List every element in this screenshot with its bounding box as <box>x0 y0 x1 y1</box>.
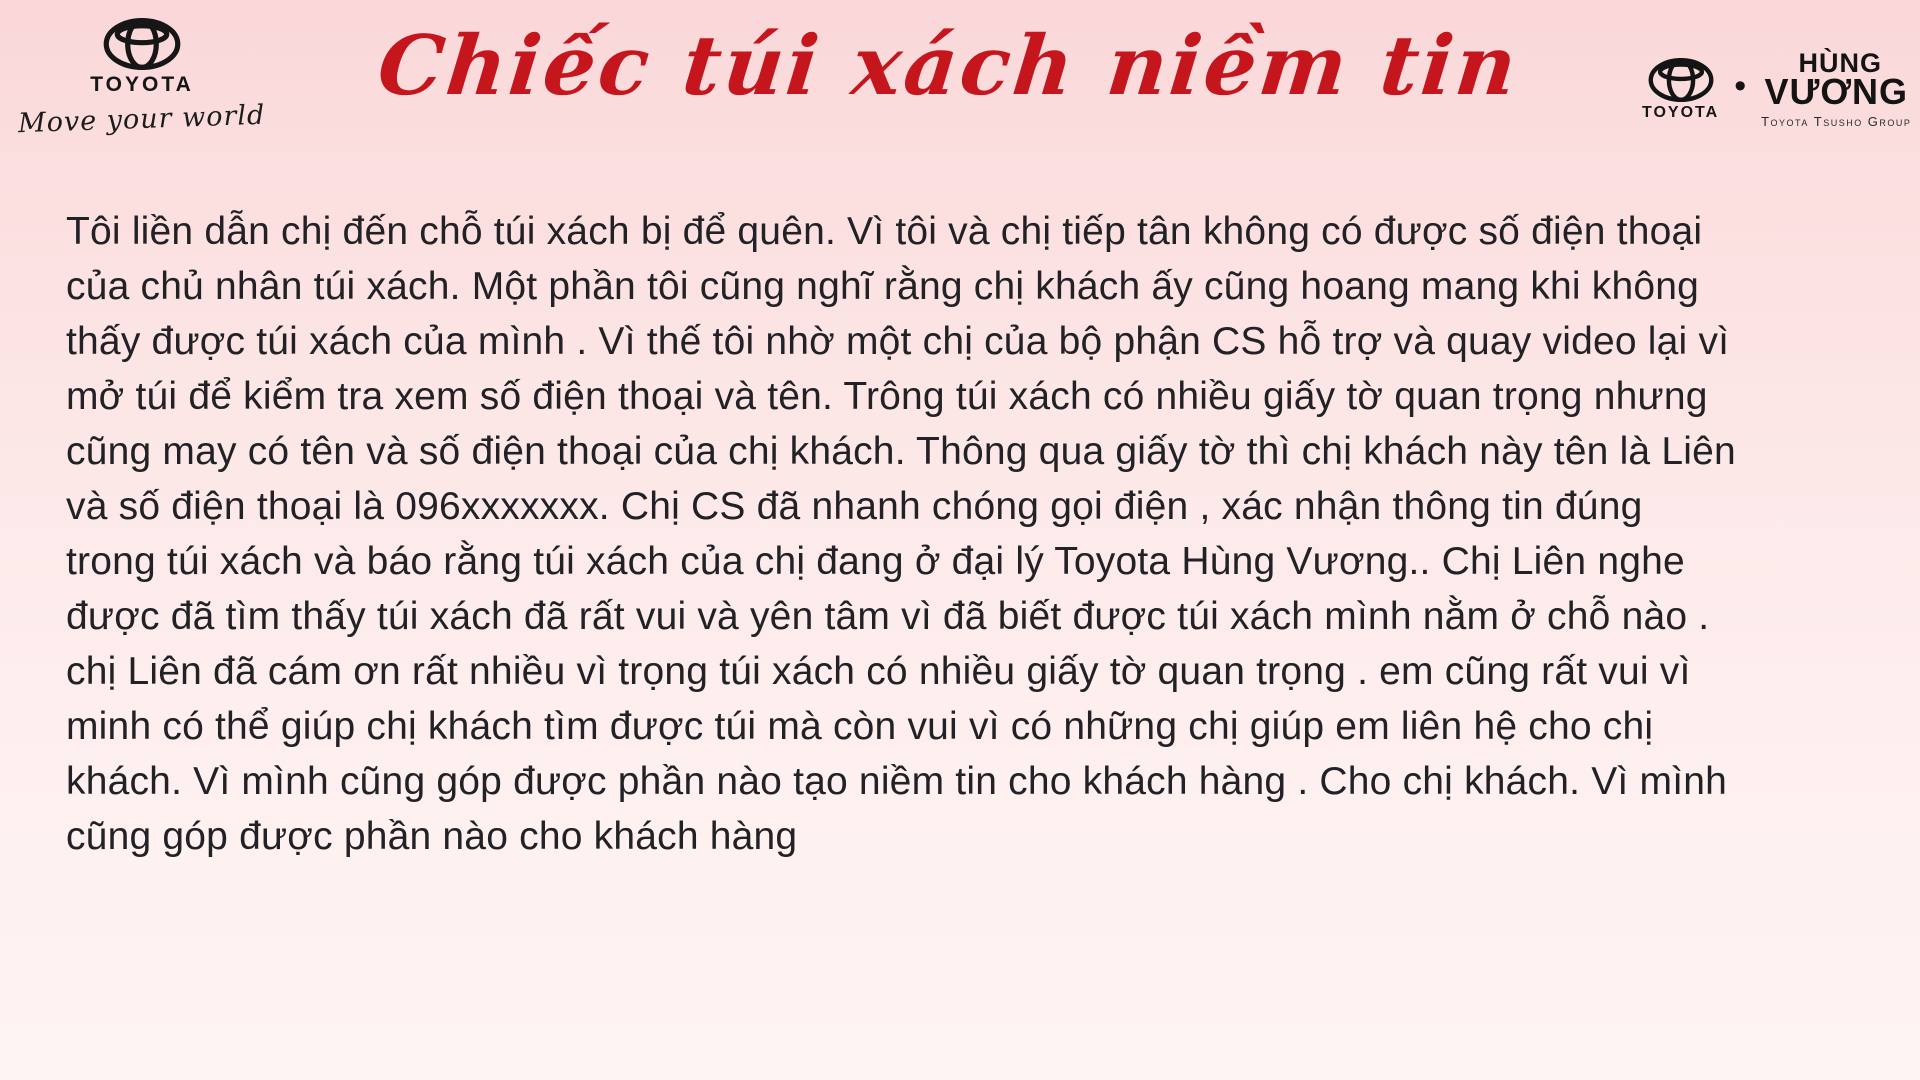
paragraph-line: được đã tìm thấy túi xách đã rất vui và yên tâm vì đã biết được túi xách mình nằm ở chỗ nào . <box>66 595 1710 638</box>
page-title: Chiếc túi xách niềm tin <box>373 18 1524 114</box>
paragraph-line: của chủ nhân túi xách. Một phần tôi cũng nghĩ rằng chị khách ấy cũng hoang mang khi không <box>66 265 1700 308</box>
paragraph-line: cũng góp được phần nào cho khách hàng <box>66 815 798 858</box>
hung-vuong-line1: HÙNG <box>1798 48 1882 78</box>
toyota-wordmark: TOYOTA <box>1642 104 1720 122</box>
paragraph-line: và số điện thoại là 096xxxxxxx. Chị CS đã nhanh chóng gọi điện , xác nhận thông tin đúng <box>66 485 1643 528</box>
paragraph-line: trong túi xách và báo rằng túi xách của chị đang ở đại lý Toyota Hùng Vương.. Chị Liên nghe <box>66 540 1685 583</box>
story-paragraph <box>66 204 1866 864</box>
dealer-brand-block-right <box>1642 48 1912 129</box>
paragraph-line: mở túi để kiểm tra xem số điện thoại và tên. Trông túi xách có nhiều giấy tờ quan trọng nhưng <box>66 375 1708 418</box>
hung-vuong-line2: VƯƠNG <box>1764 70 1909 112</box>
paragraph-line: Tôi liền dẫn chị đến chỗ túi xách bị để quên. Vì tôi và chị tiếp tân không có được số điện thoại <box>66 210 1703 253</box>
hung-vuong-wordmark <box>1764 48 1909 112</box>
separator-dot-icon: • <box>1734 67 1747 106</box>
toyota-tsusho-group-label: Toyota Tsusho Group <box>1761 113 1912 129</box>
toyota-emblem-icon <box>1648 58 1714 102</box>
paragraph-line: khách. Vì mình cũng góp được phần nào tạo niềm tin cho khách hàng . Cho chị khách. Vì mình <box>66 760 1728 803</box>
paragraph-line: cũng may có tên và số điện thoại của chị khách. Thông qua giấy tờ thì chị khách này tên là Liên <box>66 430 1736 473</box>
paragraph-line: thấy được túi xách của mình . Vì thế tôi nhờ một chị của bộ phận CS hỗ trợ và quay video lại vì <box>66 320 1730 363</box>
paragraph-line: minh có thể giúp chị khách tìm được túi mà còn vui vì có những chị giúp em liên hệ cho chị <box>66 705 1654 748</box>
toyota-logo-small <box>1642 58 1719 122</box>
hung-vuong-logo <box>1761 48 1912 129</box>
paragraph-line: chị Liên đã cám ơn rất nhiều vì trọng túi xách có nhiều giấy tờ quan trọng . em cũng rất vui vì <box>66 650 1691 693</box>
toyota-emblem-icon <box>103 18 181 70</box>
toyota-tagline: Move your world <box>17 99 267 140</box>
toyota-brand-block-left <box>17 18 267 140</box>
toyota-wordmark: TOYOTA <box>90 73 194 96</box>
